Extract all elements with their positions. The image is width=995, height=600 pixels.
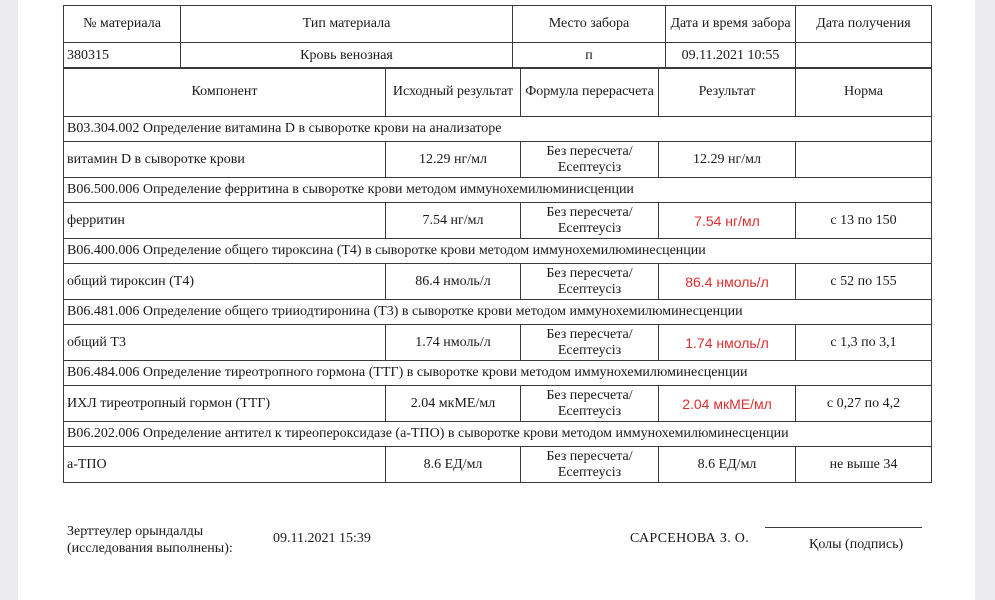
test-group-title: B06.202.006 Определение антител к тиреопероксидазе (а-ТПО) в сыворотке крови методом иммунохемилюминесценции (64, 422, 932, 447)
collection-site: п (513, 43, 666, 69)
result-value-abnormal: 1.74 нмоль/л (659, 325, 796, 361)
test-group-title: B06.500.006 Определение ферритина в сыворотке крови методом иммунохемилюминисценции (64, 178, 932, 203)
results-body (64, 117, 932, 483)
performed-datetime: 09.11.2021 15:39 (273, 531, 371, 546)
test-group-row (64, 422, 932, 447)
viewer-right-margin (975, 0, 995, 600)
reference-norm (796, 142, 932, 178)
component-name: общий T3 (64, 325, 386, 361)
recalc-formula-ru: Без пересчета/ (546, 265, 633, 281)
performer-name: САРСЕНОВА З. О. (630, 531, 750, 546)
original-result: 7.54 нг/мл (386, 203, 521, 239)
recalc-formula-kz: Есептеусіз (557, 403, 622, 419)
reference-norm: с 52 по 155 (796, 264, 932, 300)
reference-norm: с 1,3 по 3,1 (796, 325, 932, 361)
result-value-abnormal: 86.4 нмоль/л (659, 264, 796, 300)
col-header-material-number: № материала (64, 6, 181, 43)
test-result-row (64, 386, 932, 422)
recalc-formula-ru: Без пересчета/ (546, 448, 633, 464)
col-header-original-result: Исходный результат (386, 68, 521, 117)
recalc-formula-ru: Без пересчета/ (546, 143, 633, 159)
signature-caption: Қолы (подпись) (809, 537, 904, 552)
col-header-material-type: Тип материала (181, 6, 513, 43)
col-header-result: Результат (659, 68, 796, 117)
recalc-formula-kz: Есептеусіз (557, 342, 622, 358)
performed-label-kz: Зерттеулер орындалды (67, 524, 204, 539)
test-group-row (64, 239, 932, 264)
recalc-formula (521, 447, 659, 483)
test-group-title: B03.304.002 Определение витамина D в сыворотке крови на анализаторе (64, 117, 932, 142)
test-result-row (64, 447, 932, 483)
test-result-row (64, 203, 932, 239)
col-header-collection-datetime: Дата и время забора (666, 6, 796, 43)
test-group-row (64, 178, 932, 203)
test-group-title: B06.481.006 Определение общего трииодтиронина (T3) в сыворотке крови методом иммунохемилюминесценции (64, 300, 932, 325)
performed-label-ru: (исследования выполнены): (67, 541, 233, 556)
material-type: Кровь венозная (181, 43, 513, 69)
original-result: 1.74 нмоль/л (386, 325, 521, 361)
original-result: 2.04 мкМЕ/мл (386, 386, 521, 422)
col-header-formula: Формула перерасчета (521, 68, 659, 117)
original-result: 86.4 нмоль/л (386, 264, 521, 300)
results-table (63, 67, 932, 483)
recalc-formula (521, 325, 659, 361)
document-page (18, 0, 975, 600)
reference-norm: с 0,27 по 4,2 (796, 386, 932, 422)
component-name: ИХЛ тиреотропный гормон (ТТГ) (64, 386, 386, 422)
material-header-row (64, 6, 932, 43)
result-value: 12.29 нг/мл (659, 142, 796, 178)
original-result: 8.6 ЕД/мл (386, 447, 521, 483)
recalc-formula-kz: Есептеусіз (557, 464, 622, 480)
reference-norm: не выше 34 (796, 447, 932, 483)
result-value: 8.6 ЕД/мл (659, 447, 796, 483)
col-header-collection-site: Место забора (513, 6, 666, 43)
result-value-abnormal: 7.54 нг/мл (659, 203, 796, 239)
performed-label (67, 523, 233, 557)
result-value-abnormal: 2.04 мкМЕ/мл (659, 386, 796, 422)
recalc-formula-ru: Без пересчета/ (546, 326, 633, 342)
test-group-title: B06.484.006 Определение тиреотропного гормона (ТТГ) в сыворотке крови методом иммунохемилюминесценции (64, 361, 932, 386)
recalc-formula-ru: Без пересчета/ (546, 387, 633, 403)
recalc-formula (521, 203, 659, 239)
test-result-row (64, 325, 932, 361)
recalc-formula-kz: Есептеусіз (557, 281, 622, 297)
test-result-row (64, 142, 932, 178)
material-values-row (64, 43, 932, 69)
test-group-row (64, 117, 932, 142)
recalc-formula-ru: Без пересчета/ (546, 204, 633, 220)
viewer-left-margin (0, 0, 18, 600)
reference-norm: с 13 по 150 (796, 203, 932, 239)
original-result: 12.29 нг/мл (386, 142, 521, 178)
component-name: общий тироксин (T4) (64, 264, 386, 300)
test-group-title: B06.400.006 Определение общего тироксина (T4) в сыворотке крови методом иммунохемилюминесценции (64, 239, 932, 264)
test-group-row (64, 361, 932, 386)
col-header-received-date: Дата получения (796, 6, 932, 43)
collection-datetime: 09.11.2021 10:55 (666, 43, 796, 69)
material-info-table (63, 5, 932, 69)
test-result-row (64, 264, 932, 300)
recalc-formula-kz: Есептеусіз (557, 220, 622, 236)
test-group-row (64, 300, 932, 325)
component-name: ферритин (64, 203, 386, 239)
component-name: а-ТПО (64, 447, 386, 483)
recalc-formula (521, 264, 659, 300)
received-date (796, 43, 932, 69)
col-header-component: Компонент (64, 68, 386, 117)
recalc-formula (521, 142, 659, 178)
col-header-norm: Норма (796, 68, 932, 117)
recalc-formula-kz: Есептеусіз (557, 159, 622, 175)
recalc-formula (521, 386, 659, 422)
component-name: витамин D в сыворотке крови (64, 142, 386, 178)
material-number: 380315 (64, 43, 181, 69)
results-header-row (64, 68, 932, 117)
signature-line (765, 527, 922, 528)
